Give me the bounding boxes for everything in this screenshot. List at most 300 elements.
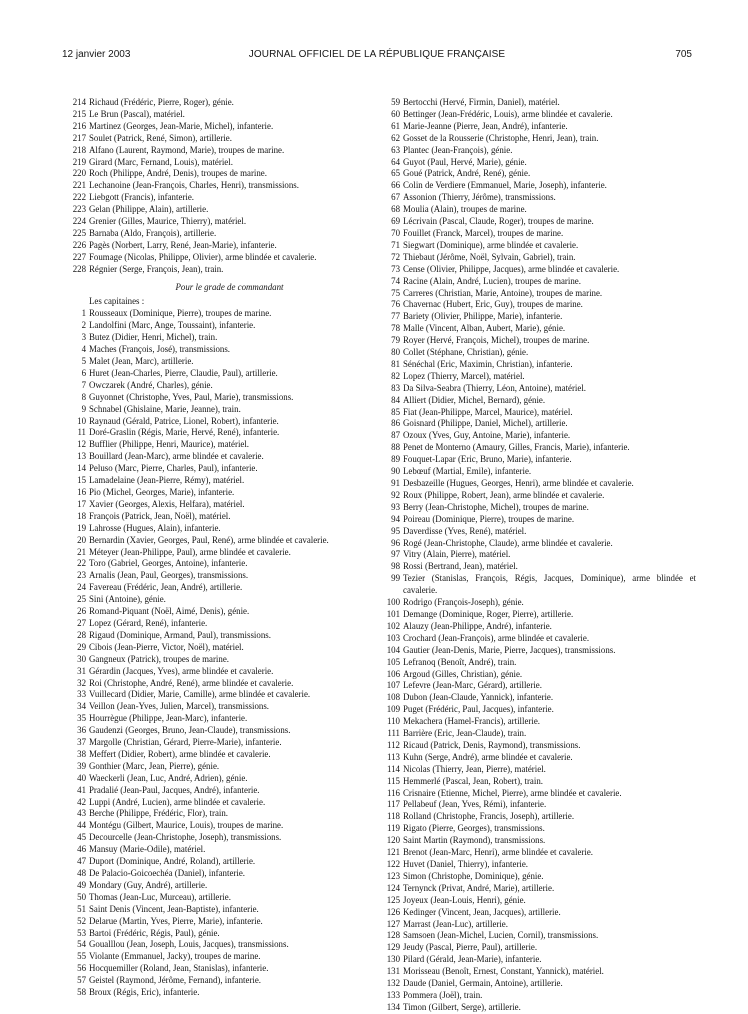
- entry-text: Richaud (Frédéric, Pierre, Roger), génie.: [89, 97, 234, 107]
- list-item: [70, 416, 370, 428]
- list-item: [70, 737, 370, 749]
- entry-number: 62: [391, 132, 400, 143]
- list-item: [384, 919, 696, 931]
- list-item: [70, 928, 370, 940]
- list-item: [70, 168, 370, 180]
- entry-text: De Palacio-Goicoechéa (Daniel), infanterie.: [89, 868, 245, 878]
- entry-text: Royer (Hervé, François, Michel), troupes de marine.: [403, 335, 590, 346]
- entry-number: 78: [391, 323, 400, 334]
- list-item: [384, 299, 696, 311]
- list-item: [384, 228, 696, 240]
- entry-text: Roux (Philippe, Robert, Jean), arme blindée et cavalerie.: [403, 489, 605, 500]
- list-item: [384, 930, 696, 942]
- entry-number: 134: [386, 1001, 400, 1012]
- list-item: [70, 558, 370, 570]
- list-item: [70, 666, 370, 678]
- entry-text: Barrière (Eric, Jean-Claude), train.: [403, 728, 527, 739]
- list-item: [70, 606, 370, 618]
- list-item: [384, 752, 696, 764]
- entry-number: 38: [77, 748, 86, 759]
- entry-number: 44: [77, 820, 86, 831]
- entry-number: 85: [391, 406, 400, 417]
- entry-text: Bernardin (Xavier, Georges, Paul, René), arme blindée et cavalerie.: [89, 534, 329, 545]
- entry-number: 107: [386, 680, 400, 691]
- list-item: [384, 145, 696, 157]
- entry-number: 90: [391, 466, 400, 477]
- page-header: [62, 49, 692, 63]
- list-item: [384, 740, 696, 752]
- entry-number: 217: [72, 132, 86, 143]
- entry-text: Hemmerlé (Pascal, Jean, Robert), train.: [403, 775, 543, 786]
- entry-number: 34: [77, 701, 86, 712]
- entry-number: 68: [391, 204, 400, 215]
- entry-number: 24: [77, 582, 86, 593]
- entry-number: 11: [77, 427, 86, 438]
- list-item: [384, 883, 696, 895]
- header-page-number: 705: [675, 49, 692, 60]
- entry-text: Lechanoine (Jean-François, Charles, Henri), transmissions.: [89, 180, 299, 191]
- entry-number: 56: [77, 963, 86, 974]
- list-item: [70, 463, 370, 475]
- entry-number: 83: [391, 382, 400, 393]
- entry-number: 223: [72, 204, 86, 215]
- list-item: [70, 916, 370, 928]
- entry-text: Mekachera (Hamel-Francis), artillerie.: [403, 716, 540, 727]
- entry-number: 46: [77, 844, 86, 855]
- entry-number: 15: [77, 475, 86, 486]
- entry-text: Lebœuf (Martial, Emile), infanterie.: [403, 466, 532, 477]
- entry-number: 40: [77, 772, 86, 783]
- entry-text: Le Brun (Pascal), matériel.: [89, 108, 185, 119]
- list-item: [70, 951, 370, 963]
- entry-text: Lefevre (Jean-Marc, Gérard), artillerie.: [403, 680, 542, 691]
- entry-text: Arnalis (Jean, Paul, Georges), transmissions.: [89, 570, 249, 581]
- list-item: [384, 490, 696, 502]
- list-item: [70, 761, 370, 773]
- entry-number: 72: [391, 251, 400, 262]
- entry-number: 225: [72, 227, 86, 238]
- list-item: [70, 820, 370, 832]
- entry-text: Foumage (Nicolas, Philippe, Olivier), arme blindée et cavalerie.: [89, 251, 317, 262]
- entry-text: Margolle (Christian, Gérard, Pierre-Marie), infanterie.: [89, 737, 282, 748]
- entry-number: 3: [81, 332, 86, 343]
- list-item: [384, 359, 696, 371]
- list-item: [384, 811, 696, 823]
- entry-number: 115: [387, 775, 400, 786]
- list-item: [70, 109, 370, 121]
- list-item: [70, 204, 370, 216]
- entry-text: Huvet (Daniel, Thierry), infanterie.: [403, 859, 529, 869]
- entry-number: 113: [387, 751, 400, 762]
- entry-text: Butez (Didier, Henri, Michel), train.: [89, 332, 218, 343]
- entry-text: Alauzy (Jean-Philippe, André), infanterie.: [403, 620, 552, 631]
- entry-text: Racine (Alain, André, Lucien), troupes de marine.: [403, 275, 581, 286]
- list-item: [70, 308, 370, 320]
- entry-number: 31: [77, 665, 86, 676]
- entry-number: 75: [391, 287, 400, 298]
- entry-text: Pellabeuf (Jean, Yves, Rémi), infanterie.: [403, 799, 547, 810]
- list-item: [384, 788, 696, 800]
- entry-number: 133: [386, 989, 400, 1000]
- list-item: [70, 404, 370, 416]
- entry-text: Lahrosse (Hugues, Alain), infanterie.: [89, 522, 221, 533]
- list-item: [384, 764, 696, 776]
- list-item: [70, 228, 370, 240]
- list-item: [384, 418, 696, 430]
- entry-text: Gonthier (Marc, Jean, Pierre), génie.: [89, 760, 220, 771]
- list-item: [384, 157, 696, 169]
- entry-text: Lopez (Gérard, René), infanterie.: [89, 617, 208, 628]
- list-item: [70, 594, 370, 606]
- entry-text: Gelan (Philippe, Alain), artillerie.: [89, 204, 209, 215]
- entry-number: 71: [391, 239, 400, 250]
- entry-number: 96: [391, 537, 400, 548]
- entry-number: 98: [391, 561, 400, 572]
- entry-text: Romand-Piquant (Noël, Aimé, Denis), génie.: [89, 606, 250, 617]
- list-item: [70, 252, 370, 264]
- entry-text: Carreres (Christian, Marie, Antoine), troupes de marine.: [403, 287, 603, 298]
- list-item: [384, 466, 696, 478]
- list-item: [384, 97, 696, 109]
- section-subhead: Les capitaines :: [89, 295, 145, 306]
- list-item: [384, 478, 696, 490]
- entry-number: 35: [77, 713, 86, 724]
- list-item: [384, 692, 696, 704]
- list-item: [70, 121, 370, 133]
- entry-text: Kedinger (Vincent, Jean, Jacques), artillerie.: [403, 906, 561, 917]
- list-item: [384, 288, 696, 300]
- entry-number: 222: [72, 192, 86, 203]
- entry-number: 19: [77, 522, 86, 533]
- list-item: [384, 264, 696, 276]
- entry-text: Lefranoq (Benoît, André), train.: [403, 656, 517, 667]
- entry-text: Bettinger (Jean-Frédéric, Louis), arme blindée et cavalerie.: [403, 108, 613, 119]
- entry-text: Gaudenzi (Georges, Bruno, Jean-Claude), transmissions.: [89, 725, 291, 736]
- list-item: [384, 978, 696, 990]
- list-item: [384, 835, 696, 847]
- entry-number: 13: [77, 451, 86, 462]
- entry-number: 125: [386, 894, 400, 905]
- entry-number: 17: [77, 498, 86, 509]
- list-item: [70, 618, 370, 630]
- entry-text: Moulia (Alain), troupes de marine.: [403, 204, 527, 215]
- entry-number: 111: [387, 728, 400, 739]
- entry-number: 30: [77, 653, 86, 664]
- entry-text: Guyonnet (Christophe, Yves, Paul, Marie), transmissions.: [89, 391, 294, 402]
- list-item: [384, 407, 696, 419]
- entry-number: 110: [387, 716, 400, 727]
- entry-number: 18: [77, 510, 86, 521]
- entry-number: 91: [391, 478, 400, 488]
- entry-text: Marrast (Jean-Luc), artillerie.: [403, 918, 508, 929]
- entry-number: 53: [77, 927, 86, 938]
- entry-text: Saint Denis (Vincent, Jean-Baptiste), infanterie.: [89, 903, 259, 914]
- list-item: [70, 332, 370, 344]
- entry-number: 128: [386, 930, 400, 941]
- entry-text: Daude (Daniel, Germain, Antoine), artillerie.: [403, 978, 563, 989]
- entry-number: 227: [72, 251, 86, 262]
- list-item: [384, 859, 696, 871]
- entry-text: Violante (Emmanuel, Jacky), troupes de marine.: [89, 951, 261, 962]
- entry-text: Lopez (Thierry, Marcel), matériel.: [403, 370, 525, 381]
- list-item: [384, 180, 696, 192]
- entry-text: Hourrègue (Philippe, Jean-Marc), infanterie.: [89, 713, 248, 724]
- entry-number: 37: [77, 737, 86, 748]
- entry-text: Barnaba (Aldo, François), artillerie.: [89, 227, 217, 238]
- entry-number: 73: [391, 263, 400, 274]
- entry-number: 39: [77, 760, 86, 771]
- entry-number: 7: [81, 379, 86, 390]
- list-item: [70, 582, 370, 594]
- entry-number: 88: [391, 442, 400, 453]
- list-item: [384, 192, 696, 204]
- entry-text: Pommera (Joël), train.: [403, 989, 483, 1000]
- list-item: [70, 654, 370, 666]
- entry-text: Penet de Monterno (Amaury, Gilles, Francis, Marie), infanterie.: [403, 442, 630, 453]
- promotion-list-commandant-part2: [384, 97, 696, 1014]
- entry-text: Tezier (Stanislas, François, Régis, Jacques, Dominique), arme blindée et cavalerie.: [403, 573, 696, 596]
- right-column: [384, 97, 696, 1014]
- entry-text: Luppi (André, Lucien), arme blindée et cavalerie.: [89, 796, 266, 807]
- list-item: [384, 323, 696, 335]
- list-item: [70, 264, 370, 276]
- list-item: [70, 487, 370, 499]
- entry-text: Berche (Philippe, Frédéric, Flor), train.: [89, 808, 229, 819]
- list-item: [70, 439, 370, 451]
- entry-number: 124: [386, 882, 400, 893]
- entry-text: Decourcelle (Jean-Christophe, Joseph), transmissions.: [89, 832, 282, 843]
- entry-text: Alfano (Laurent, Raymond, Marie), troupes de marine.: [89, 144, 285, 155]
- entry-number: 4: [81, 344, 86, 355]
- list-item: [70, 368, 370, 380]
- entry-text: Cense (Olivier, Philippe, Jacques), arme blindée et cavalerie.: [403, 263, 620, 274]
- list-item: [70, 939, 370, 951]
- entry-number: 10: [77, 415, 86, 426]
- list-item: [70, 380, 370, 392]
- entry-text: Doré-Graslin (Régis, Marie, Hervé, René), infanterie.: [89, 427, 280, 438]
- entry-number: 129: [386, 942, 400, 953]
- entry-text: Waeckerli (Jean, Luc, André, Adrien), génie.: [89, 772, 248, 783]
- list-item: [70, 475, 370, 487]
- entry-text: Owczarek (André, Charles), génie.: [89, 379, 213, 390]
- entry-text: Gosset de la Rousserie (Christophe, Henri, Jean), train.: [403, 132, 599, 143]
- entry-text: Rodrigo (François-Joseph), génie.: [403, 597, 524, 608]
- entry-number: 45: [77, 832, 86, 843]
- entry-text: Landolfini (Marc, Ange, Toussaint), infanterie.: [89, 320, 256, 331]
- list-item: [70, 797, 370, 809]
- entry-text: Pilard (Gérald, Jean-Marie), infanterie.: [403, 954, 542, 965]
- entry-number: 60: [391, 108, 400, 119]
- entry-text: Fouillet (Franck, Marcel), troupes de marine.: [403, 227, 564, 238]
- list-item: [384, 347, 696, 359]
- entry-text: Plantec (Jean-François), génie.: [403, 144, 513, 155]
- entry-text: Desbazeille (Hugues, Georges, Henri), arme blindée et cavalerie.: [403, 478, 634, 488]
- entry-number: 52: [77, 915, 86, 926]
- list-item: [70, 642, 370, 654]
- list-item: [70, 868, 370, 880]
- entry-number: 6: [81, 367, 86, 378]
- entry-text: Argoud (Gilles, Christian), génie.: [403, 668, 523, 679]
- promotion-list-previous: [70, 97, 370, 276]
- entry-text: Huret (Jean-Charles, Pierre, Claudie, Paul), artillerie.: [89, 367, 278, 378]
- entry-number: 27: [77, 617, 86, 628]
- list-item: [70, 630, 370, 642]
- header-title: JOURNAL OFFICIEL DE LA RÉPUBLIQUE FRANÇAISE: [248, 49, 506, 60]
- entry-text: Toro (Gabriel, Georges, Antoine), infanterie.: [89, 558, 248, 569]
- list-item: [70, 570, 370, 582]
- list-item: [384, 895, 696, 907]
- entry-number: 47: [77, 856, 86, 867]
- entry-number: 102: [386, 620, 400, 631]
- entry-number: 26: [77, 606, 86, 617]
- list-item: [384, 847, 696, 859]
- list-item: [384, 252, 696, 264]
- list-item: [70, 523, 370, 535]
- entry-number: 9: [81, 403, 86, 414]
- entry-text: Ricaud (Patrick, Denis, Raymond), transmissions.: [403, 739, 581, 750]
- entry-number: 93: [391, 501, 400, 512]
- entry-text: Joyeux (Jean-Louis, Henri), génie.: [403, 894, 526, 905]
- entry-text: Cibois (Jean-Pierre, Victor, Noël), matériel.: [89, 641, 244, 652]
- entry-text: Gangneux (Patrick), troupes de marine.: [89, 653, 229, 664]
- list-item: [70, 773, 370, 785]
- entry-number: 216: [72, 120, 86, 131]
- entry-text: Schnabel (Ghislaine, Marie, Jeanne), train.: [89, 403, 241, 414]
- entry-number: 117: [387, 799, 400, 810]
- list-item: [70, 808, 370, 820]
- entry-number: 63: [391, 144, 400, 155]
- entry-text: Duport (Dominique, André, Roland), artillerie.: [89, 856, 256, 867]
- entry-number: 106: [386, 668, 400, 679]
- list-item: [384, 442, 696, 454]
- entry-text: Bartoi (Frédéric, Régis, Paul), génie.: [89, 927, 220, 938]
- entry-text: Demange (Dominique, Roger, Pierre), artillerie.: [403, 608, 574, 619]
- entry-text: Brenot (Jean-Marc, Henri), arme blindée et cavalerie.: [403, 847, 593, 858]
- entry-text: Roi (Christophe, André, René), arme blindée et cavalerie.: [89, 677, 294, 688]
- entry-number: 89: [391, 454, 400, 465]
- entry-text: Maches (François, José), transmissions.: [89, 344, 230, 355]
- list-item: [70, 145, 370, 157]
- entry-text: Da Silva-Seabra (Thierry, Léon, Antoine), matériel.: [403, 382, 587, 393]
- entry-text: Simon (Christophe, Dominique), génie.: [403, 870, 544, 881]
- entry-text: Goisnard (Philippe, Daniel, Michel), artillerie.: [403, 418, 568, 429]
- list-item: [70, 344, 370, 356]
- entry-text: Grenier (Gilles, Maurice, Thierry), matériel.: [89, 216, 247, 227]
- list-item: [384, 942, 696, 954]
- list-item: [384, 990, 696, 1002]
- entry-number: 100: [386, 597, 400, 608]
- entry-text: Girard (Marc, Fernand, Louis), matériel.: [89, 156, 233, 167]
- entry-number: 122: [386, 859, 400, 869]
- entry-text: Goualllou (Jean, Joseph, Louis, Jacques), transmissions.: [89, 939, 289, 950]
- list-item: [70, 832, 370, 844]
- entry-number: 220: [72, 168, 86, 179]
- list-item: [384, 633, 696, 645]
- list-item: [384, 276, 696, 288]
- entry-text: Favereau (Frédéric, Jean, André), artillerie.: [89, 582, 243, 593]
- list-item: [70, 785, 370, 797]
- list-item: [384, 1002, 696, 1014]
- list-item: [384, 383, 696, 395]
- entry-number: 66: [391, 180, 400, 191]
- list-item: [384, 395, 696, 407]
- entry-text: Bufflier (Philippe, Henri, Maurice), matériel.: [89, 439, 250, 450]
- entry-text: Raynaud (Gérald, Patrice, Lionel, Robert), infanterie.: [89, 415, 279, 426]
- entry-text: Rolland (Christophe, Francis, Joseph), artillerie.: [403, 811, 575, 822]
- entry-text: Daverdisse (Yves, René), matériel.: [403, 525, 527, 536]
- left-column: [70, 97, 370, 999]
- entry-text: Guyot (Paul, Hervé, Marie), génie.: [403, 156, 527, 167]
- entry-text: Goué (Patrick, André, René), génie.: [403, 168, 531, 179]
- list-item: [70, 133, 370, 145]
- entry-text: Malet (Jean, Marc), artillerie.: [89, 356, 194, 367]
- entry-text: Roch (Philippe, André, Denis), troupes de marine.: [89, 168, 267, 179]
- entry-number: 50: [77, 891, 86, 902]
- entry-number: 43: [77, 808, 86, 819]
- entry-text: Montégu (Gilbert, Maurice, Louis), troupes de marine.: [89, 820, 284, 831]
- entry-number: 14: [77, 463, 86, 474]
- entry-number: 132: [386, 978, 400, 989]
- entry-text: Xavier (Georges, Alexis, Helfara), matériel.: [89, 498, 245, 509]
- entry-number: 55: [77, 951, 86, 962]
- entry-text: Mansuy (Marie-Odile), matériel.: [89, 844, 206, 855]
- entry-number: 25: [77, 594, 86, 605]
- entry-text: Samsoen (Jean-Michel, Lucien, Cornil), transmissions.: [403, 930, 599, 941]
- entry-text: Gérardin (Jacques, Yves), arme blindée et cavalerie.: [89, 665, 274, 676]
- entry-text: Dubon (Jean-Claude, Yannick), infanterie.: [403, 692, 554, 703]
- entry-text: Martinez (Georges, Jean-Marie, Michel), infanterie.: [89, 120, 274, 131]
- entry-number: 101: [386, 608, 400, 619]
- entry-text: Sénéchal (Eric, Maximin, Christian), infanterie.: [403, 358, 573, 369]
- entry-number: 70: [391, 227, 400, 238]
- list-item: [384, 716, 696, 728]
- list-item: [70, 880, 370, 892]
- entry-text: Jeudy (Pascal, Pierre, Paul), artillerie.: [403, 942, 538, 953]
- entry-number: 103: [386, 632, 400, 643]
- entry-number: 87: [391, 430, 400, 441]
- entry-text: Morisseau (Benoît, Ernest, Constant, Yannick), matériel.: [403, 966, 604, 977]
- entry-number: 74: [391, 275, 400, 286]
- list-item: [70, 240, 370, 252]
- list-item: [70, 157, 370, 169]
- list-item: [70, 725, 370, 737]
- entry-text: Méteyer (Jean-Philippe, Paul), arme blindée et cavalerie.: [89, 546, 291, 557]
- list-item: [70, 975, 370, 987]
- entry-number: 79: [391, 335, 400, 346]
- entry-text: Marie-Jeanne (Pierre, Jean, André), infanterie.: [403, 120, 568, 131]
- entry-text: Lamadelaine (Jean-Pierre, Rémy), matériel.: [89, 475, 245, 486]
- list-item: [384, 216, 696, 228]
- entry-text: Rossi (Bertrand, Jean), matériel.: [403, 561, 518, 572]
- entry-number: 86: [391, 418, 400, 429]
- entry-number: 16: [77, 487, 86, 497]
- entry-text: Malle (Vincent, Alban, Aubert, Marie), génie.: [403, 323, 566, 334]
- entry-text: Veillon (Jean-Yves, Julien, Marcel), transmissions.: [89, 701, 270, 712]
- list-item: [70, 904, 370, 916]
- entry-number: 42: [77, 796, 86, 807]
- entry-text: Pradalié (Jean-Paul, Jacques, André), infanterie.: [89, 784, 260, 795]
- entry-text: Sini (Antoine), génie.: [89, 594, 166, 605]
- list-item: [384, 430, 696, 442]
- entry-number: 36: [77, 725, 86, 736]
- entry-text: Kuhn (Serge, André), arme blindée et cavalerie.: [403, 751, 573, 762]
- list-item: [70, 987, 370, 999]
- entry-text: Alliert (Didier, Michel, Bernard), génie.: [403, 394, 546, 405]
- entry-text: François (Patrick, Jean, Noël), matériel.: [89, 510, 231, 521]
- entry-number: 219: [72, 156, 86, 167]
- list-item: [384, 669, 696, 681]
- list-item: [70, 511, 370, 523]
